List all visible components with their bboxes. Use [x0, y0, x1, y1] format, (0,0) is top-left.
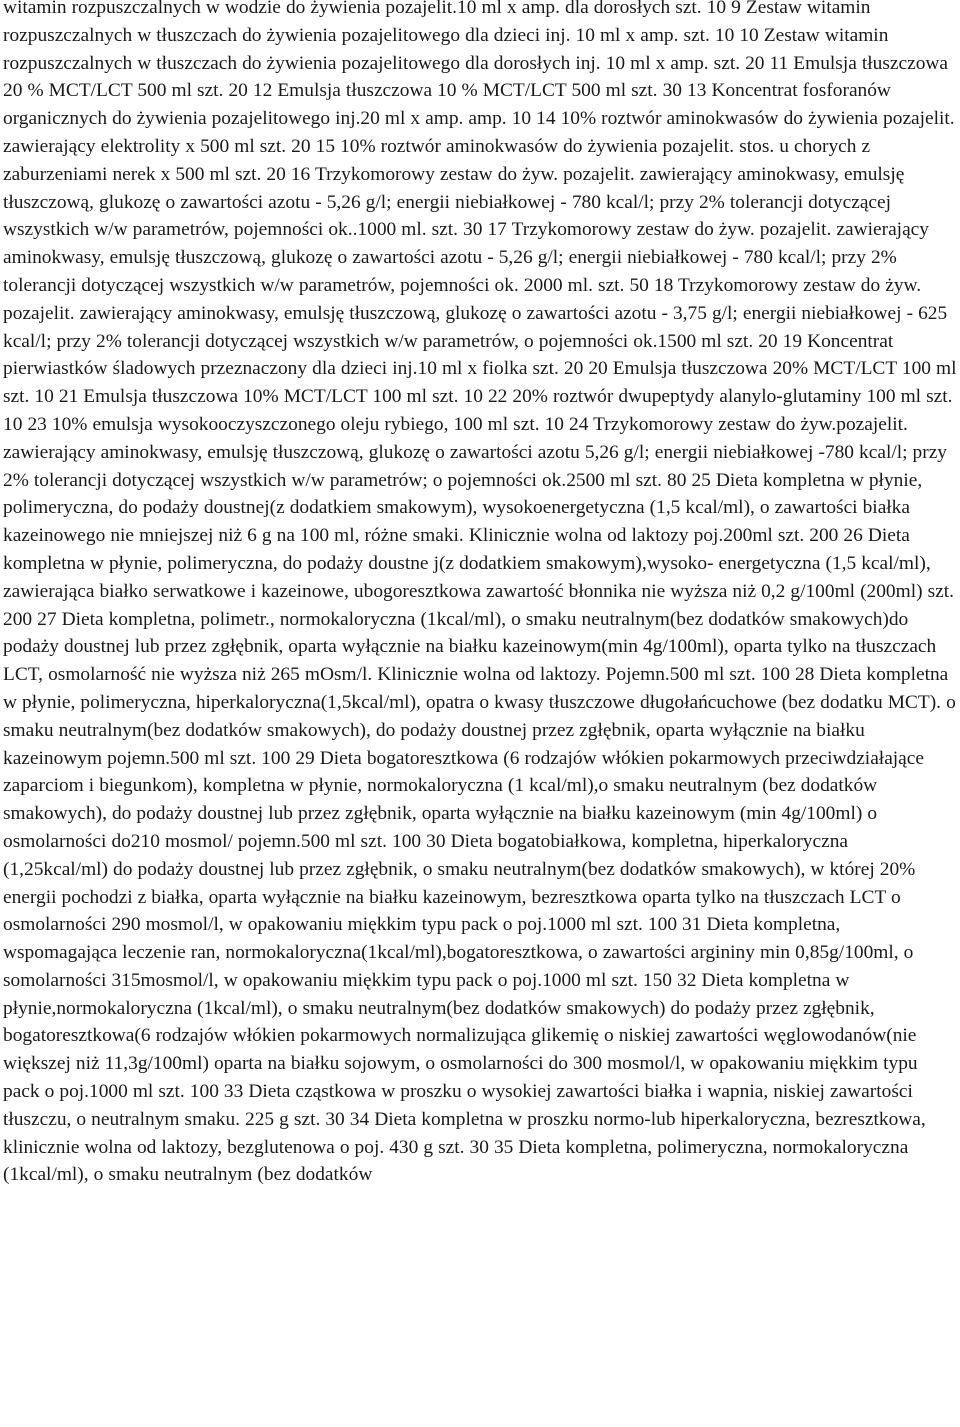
document-body-text: witamin rozpuszczalnych w wodzie do żywienia pozajelit.10 ml x amp. dla dorosłych szt. 10 9 Zestaw witamin rozpuszczalnych w tłuszczach do żywienia pozajelitowego dla dzieci inj. 10 ml x amp. szt. 10 10 Zestaw witamin rozpuszczalnych w tłuszczach do żywienia pozajelitowego dla dorosłych inj. 10 ml x amp. szt. 20 11 Emulsja tłuszczowa 20 % MCT/LCT 500 ml szt. 20 12 Emulsja tłuszczowa 10 % MCT/LCT 500 ml szt. 30 13 Koncentrat fosforanów organicznych do żywienia pozajelitowego inj.20 ml x amp. amp. 10 14 10% roztwór aminokwasów do żywienia pozajelit. zawierający elektrolity x 500 ml szt. 20 15 10% roztwór aminokwasów do żywienia pozajelit. stos. u chorych z zaburzeniami nerek x 500 ml szt. 20 16 Trzykomorowy zestaw do żyw. pozajelit. zawierający aminokwasy, emulsję tłuszczową, glukozę o zawartości azotu - 5,26 g/l; energii niebiałkowej - 780 kcal/l; przy 2% tolerancji dotyczącej wszystkich w/w parametrów, pojemności ok..1000 ml. szt. 30 17 Trzykomorowy zestaw do żyw. pozajelit. zawierający aminokwasy, emulsję tłuszczową, glukozę o zawartości azotu - 5,26 g/l; energii niebiałkowej - 780 kcal/l; przy 2% tolerancji dotyczącej wszystkich w/w parametrów, pojemności ok. 2000 ml. szt. 50 18 Trzykomorowy zestaw do żyw. pozajelit. zawierający aminokwasy, emulsję tłuszczową, glukozę o zawartości azotu - 3,75 g/l; energii niebiałkowej - 625 kcal/l; przy 2% tolerancji dotyczącej wszystkich w/w parametrów, o pojemności ok.1500 ml szt. 20 19 Koncentrat pierwiastków śladowych przeznaczony dla dzieci inj.10 ml x fiolka szt. 20 20 Emulsja tłuszczowa 20% MCT/LCT 100 ml szt. 10 21 Emulsja tłuszczowa 10% MCT/LCT 100 ml szt. 10 22 20% roztwór dwupeptydy alanylo-glutaminy 100 ml szt. 10 23 10% emulsja wysokooczyszczonego oleju rybiego, 100 ml szt. 10 24 Trzykomorowy zestaw do żyw.pozajelit. zawierający aminokwasy, emulsję tłuszczową, glukozę o zawartości azotu 5,26 g/l; energii niebiałkowej -780 kcal/l; przy 2% tolerancji dotyczącej wszystkich w/w parametrów; o pojemności ok.2500 ml szt. 80 25 Dieta kompletna w płynie, polimeryczna, do podaży doustnej(z dodatkiem smakowym), wysokoenergetyczna (1,5 kcal/ml), o zawartości białka kazeinowego nie mniejszej niż 6 g na 100 ml, różne smaki. Klinicznie wolna od laktozy poj.200ml szt. 200 26 Dieta kompletna w płynie, polimeryczna, do podaży doustne j(z dodatkiem smakowym),wysoko- energetyczna (1,5 kcal/ml), zawierająca białko serwatkowe i kazeinowe, ubogoresztkowa zawartość błonnika nie wyższa niż 0,2 g/100ml (200ml) szt. 200 27 Dieta kompletna, polimetr., normokaloryczna (1kcal/ml), o smaku neutralnym(bez dodatków smakowych)do podaży doustnej lub przez zgłębnik, oparta wyłącznie na białku kazeinowym(min 4g/100ml), oparta tylko na tłuszczach LCT, osmolarność nie wyższa niż 265 mOsm/l. Klinicznie wolna od laktozy. Pojemn.500 ml szt. 100 28 Dieta kompletna w płynie, polimeryczna, hiperkaloryczna(1,5kcal/ml), opatra o kwasy tłuszczowe długołańcuchowe (bez dodatku MCT). o smaku neutralnym(bez dodatków smakowych), do podaży doustnej przez zgłębnik, oparta wyłącznie na białku kazeinowym pojemn.500 ml szt. 100 29 Dieta bogatoresztkowa (6 rodzajów włókien pokarmowych przeciwdziałające zaparciom i biegunkom), kompletna w płynie, normokaloryczna (1 kcal/ml),o smaku neutralnym (bez dodatków smakowych), do podaży doustnej lub przez zgłębnik, oparta wyłącznie na białku kazeinowym (min 4g/100ml) o osmolarności do210 mosmol/ pojemn.500 ml szt. 100 30 Dieta bogatobiałkowa, kompletna, hiperkaloryczna (1,25kcal/ml) do podaży doustnej lub przez zgłębnik, o smaku neutralnym(bez dodatków smakowych), w której 20% energii pochodzi z białka, oparta wyłącznie na białku kazeinowym, bezresztkowa oparta tylko na tłuszczach LCT o osmolarności 290 mosmol/l, w opakowaniu miękkim typu pack o poj.1000 ml szt. 100 31 Dieta kompletna, wspomagająca leczenie ran, normokaloryczna(1kcal/ml),bogatoresztkowa, o zawartości argininy min 0,85g/100ml, o somolarności 315mosmol/l, w opakowaniu miękkim typu pack o poj.1000 ml szt. 150 32 Dieta kompletna w płynie,normokaloryczna (1kcal/ml), o smaku neutralnym(bez dodatków smakowych) do podaży przez zgłębnik, bogatoresztkowa(6 rodzajów włókien pokarmowych normalizująca glikemię o niskiej zawartości węglowodanów(nie większej niż 11,3g/100ml) oparta na białku sojowym, o osmolarności do 300 mosmol/l, w opakowaniu miękkim typu pack o poj.1000 ml szt. 100 33 Dieta cząstkowa w proszku o wysokiej zawartości białka i wapnia, niskiej zawartości tłuszczu, o neutralnym smaku. 225 g szt. 30 34 Dieta kompletna w proszku normo-lub hiperkaloryczna, bezresztkowa, klinicznie wolna od laktozy, bezglutenowa o poj. 430 g szt. 30 35 Dieta kompletna, polimeryczna, normokaloryczna (1kcal/ml), o smaku neutralnym (bez dodatków	[3, 0, 957, 1186]
